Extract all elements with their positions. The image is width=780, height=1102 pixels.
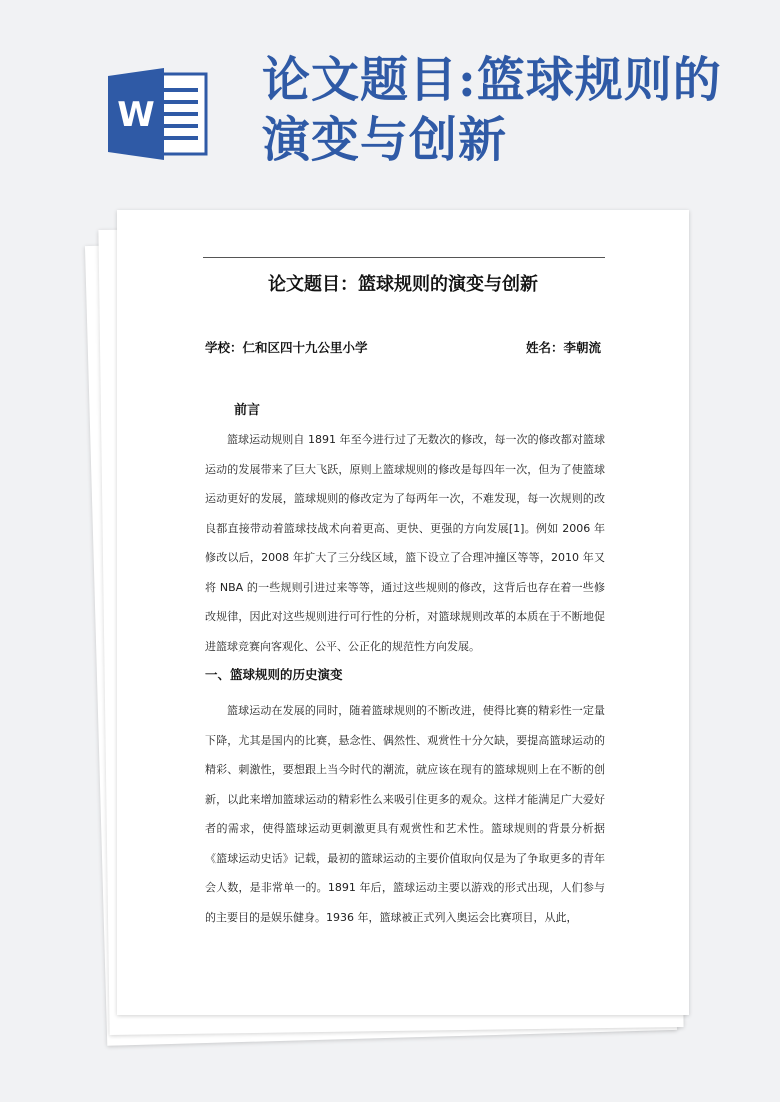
school-label: 学校：仁和区四十九公里小学 (205, 340, 368, 355)
svg-text:W: W (117, 95, 155, 135)
author-label: 姓名：李朝流 (525, 340, 601, 355)
banner-title: 论文题目:篮球规则的演变与创新 (262, 52, 722, 168)
document-title: 论文题目：篮球规则的演变与创新 (268, 274, 538, 295)
section-paragraph: 篮球运动在发展的同时，随着篮球规则的不断改进，使得比赛的精彩性一定量下降，尤其是国内的比赛，悬念性、偶然性、观赏性十分欠缺，要提高篮球运动的精彩、刺激性，要想跟上当今时代的潮流，就应该在现有的篮球规则上在不断的创新，以此来增加篮球运动的精彩性么来吸引住更多的观众。这样才能满足广大爱好者的需求，使得篮球运动更刺激更具有观赏性和艺术性。篮球规则的背景分析据《篮球运动史话》记载，最初的篮球运动的主要价值取向仅是为了争取更多的青年会人数，是非常单一的。1891 年后，篮球运动主要以游戏的形式出现，人们参与的主要目的是娱乐健身。1936 年，篮球被正式列入奥运会比赛项目，从此， (205, 704, 605, 924)
preface-heading: 前言 (234, 403, 261, 418)
preface-paragraph: 篮球运动规则自 1891 年至今进行过了无数次的修改，每一次的修改都对篮球运动的发展带来了巨大飞跃，原则上篮球规则的修改是每四年一次，但为了使篮球运动更好的发展，篮球规则的修改定为了每两年一次，不难发现，每一次规则的改良都直接带动着篮球技战术向着更高、更快、更强的方向发展[1]。例如 2006 年修改以后，2008 年扩大了三分线区域，篮下设立了合理冲撞区等等，2010 年又将 NBA 的一些规则引进过来等等，通过这些规则的修改，这背后也存在着一些修改规律，因此对这些规则进行可行性的分析，对篮球规则改革的本质在于不断地促进篮球竞赛向客观化、公平、公正化的规范性方向发展。 (205, 433, 605, 653)
header-rule (203, 257, 605, 258)
section-heading: 一、篮球规则的历史演变 (205, 667, 343, 682)
document-content (117, 210, 689, 1015)
word-document-icon (108, 66, 212, 162)
document-page (117, 210, 689, 1015)
